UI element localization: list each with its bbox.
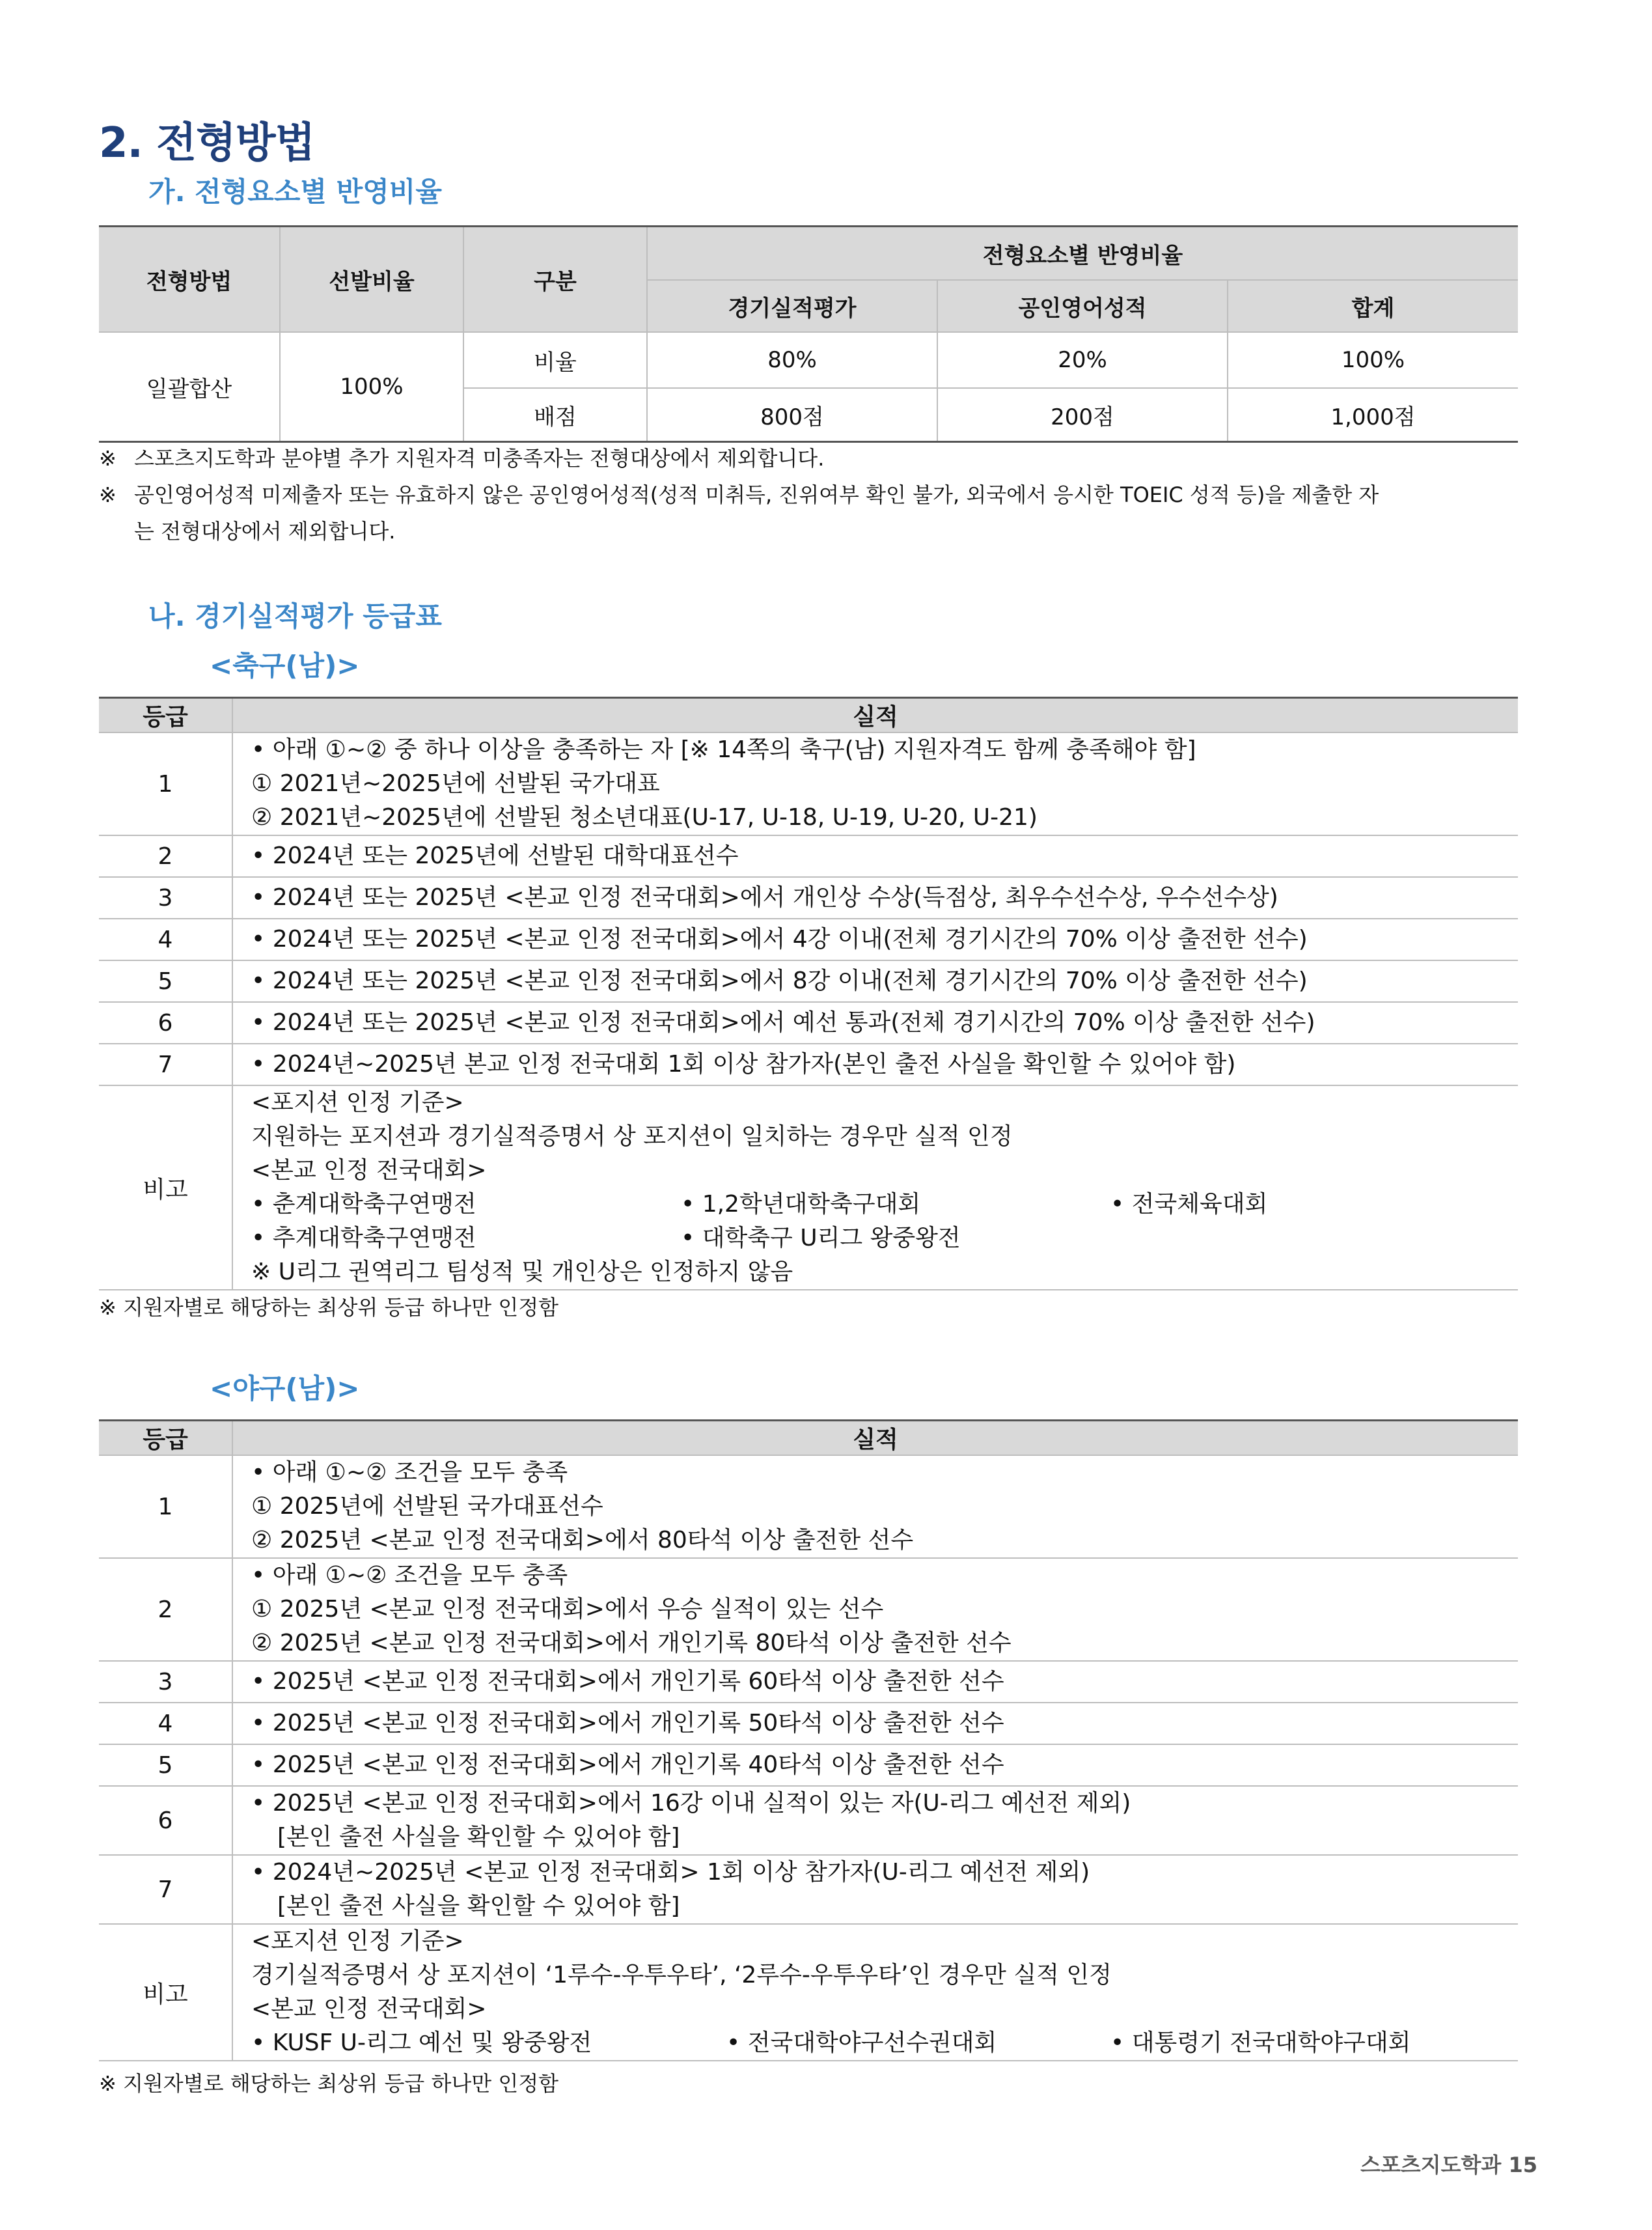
baseball-note: ※ 지원자별로 해당하는 최상위 등급 하나만 인정함	[99, 2071, 559, 2096]
table-row	[99, 1924, 1518, 2061]
table-row	[99, 1855, 1518, 1924]
page-footer: 스포츠지도학과 15	[1360, 2153, 1537, 2177]
table-row	[99, 1085, 1518, 1290]
table-row	[99, 919, 1518, 960]
subsection-title-b: 나. 경기실적평가 등급표	[148, 600, 442, 632]
table-row	[99, 1002, 1518, 1044]
grade-cell: 2	[99, 1558, 232, 1661]
record-cell: • 아래 ①~② 중 하나 이상을 충족하는 자 [※ 14쪽의 축구(남) 지원자격도 함께 충족해야 함] ① 2021년~2025년에 선발된 국가대표 ② 2021년~2025년에 선발된 청소년대표(U-17, U-18, U-19, U-20, U-21)	[232, 732, 1518, 835]
record-cell: • 2024년 또는 2025년 <본교 인정 전국대회>에서 예선 통과(전체 경기시간의 70% 이상 출전한 선수)	[232, 1002, 1518, 1044]
section-title: 2. 전형방법	[99, 119, 315, 167]
table-row	[99, 1703, 1518, 1744]
cell-perf: 80%	[647, 332, 937, 388]
ratio-table	[99, 225, 1518, 443]
table-row	[99, 1558, 1518, 1661]
cell-total: 100%	[1228, 332, 1518, 388]
header-grade: 등급	[99, 698, 232, 733]
table-row	[99, 960, 1518, 1002]
record-cell: • 2024년~2025년 본교 인정 전국대회 1회 이상 참가자(본인 출전 사실을 확인할 수 있어야 함)	[232, 1044, 1518, 1085]
grade-cell: 4	[99, 919, 232, 960]
header-selection: 선발비율	[280, 227, 463, 333]
cell-selection: 100%	[280, 332, 463, 442]
grade-cell: 6	[99, 1786, 232, 1855]
notes-a	[99, 440, 1518, 550]
cell-type: 배점	[463, 388, 647, 442]
cell-eng: 200점	[937, 388, 1228, 442]
table-row	[99, 1661, 1518, 1703]
grade-cell: 7	[99, 1044, 232, 1085]
record-cell: • 2025년 <본교 인정 전국대회>에서 개인기록 40타석 이상 출전한 선수	[232, 1744, 1518, 1786]
cell-perf: 800점	[647, 388, 937, 442]
grade-cell: 1	[99, 1455, 232, 1558]
table-row	[99, 1455, 1518, 1558]
cell-total: 1,000점	[1228, 388, 1518, 442]
grade-cell: 3	[99, 1661, 232, 1703]
baseball-grade-table	[99, 1419, 1518, 2061]
table-row	[99, 835, 1518, 877]
grade-cell: 4	[99, 1703, 232, 1744]
record-cell: • 2024년 또는 2025년 <본교 인정 전국대회>에서 4강 이내(전체 경기시간의 70% 이상 출전한 선수)	[232, 919, 1518, 960]
record-cell: • 2024년 또는 2025년 <본교 인정 전국대회>에서 8강 이내(전체 경기시간의 70% 이상 출전한 선수)	[232, 960, 1518, 1002]
record-cell: • 2024년 또는 2025년에 선발된 대학대표선수	[232, 835, 1518, 877]
grade-cell: 비고	[99, 1085, 232, 1290]
header-total: 합계	[1228, 280, 1518, 332]
table-row	[99, 1786, 1518, 1855]
table-row	[99, 732, 1518, 835]
grade-cell: 2	[99, 835, 232, 877]
record-cell: • 2024년 또는 2025년 <본교 인정 전국대회>에서 개인상 수상(득점상, 최우수선수상, 우수선수상)	[232, 877, 1518, 919]
grade-cell: 5	[99, 1744, 232, 1786]
grade-cell: 3	[99, 877, 232, 919]
header-perf: 경기실적평가	[647, 280, 937, 332]
baseball-title: <야구(남)>	[210, 1373, 360, 1404]
record-cell: • 2025년 <본교 인정 전국대회>에서 개인기록 50타석 이상 출전한 선수	[232, 1703, 1518, 1744]
grade-cell: 1	[99, 732, 232, 835]
record-cell: • 2024년~2025년 <본교 인정 전국대회> 1회 이상 참가자(U-리그 예선전 제외) [본인 출전 사실을 확인할 수 있어야 함]	[232, 1855, 1518, 1924]
table-row	[99, 877, 1518, 919]
subsection-title-a: 가. 전형요소별 반영비율	[148, 176, 442, 208]
header-record: 실적	[232, 698, 1518, 733]
header-record: 실적	[232, 1421, 1518, 1456]
table-row	[99, 1744, 1518, 1786]
grade-cell: 7	[99, 1855, 232, 1924]
record-cell: • 아래 ①~② 조건을 모두 충족 ① 2025년 <본교 인정 전국대회>에서 우승 실적이 있는 선수 ② 2025년 <본교 인정 전국대회>에서 개인기록 80타석 이상 출전한 선수	[232, 1558, 1518, 1661]
note-2-cont: 는 전형대상에서 제외합니다.	[134, 519, 396, 544]
grade-cell: 6	[99, 1002, 232, 1044]
cell-eng: 20%	[937, 332, 1228, 388]
record-cell: • 2025년 <본교 인정 전국대회>에서 개인기록 60타석 이상 출전한 선수	[232, 1661, 1518, 1703]
note-1: ※ 스포츠지도학과 분야별 추가 지원자격 미충족자는 전형대상에서 제외합니다.	[99, 446, 825, 471]
remarks-cell: <포지션 인정 기준> 경기실적증명서 상 포지션이 ‘1루수-우투우타’, ‘2루수-우투우타’인 경우만 실적 인정 <본교 인정 전국대회> • KUSF U-리그 예선 및 왕중왕전 • 전국대학야구선수권대회 • 대통령기 전국대학야구대회	[232, 1924, 1518, 2061]
remarks-cell: <포지션 인정 기준> 지원하는 포지션과 경기실적증명서 상 포지션이 일치하는 경우만 실적 인정 <본교 인정 전국대회> • 춘계대학축구연맹전 • 1,2학년대학축구대회 • 전국체육대회 • 추계대학축구연맹전 • 대학축구 U리그 왕중왕전 ※ U리그 권역리그 팀성적 및 개인상은 인정하지 않음	[232, 1085, 1518, 1290]
cell-type: 비율	[463, 332, 647, 388]
record-cell: • 아래 ①~② 조건을 모두 충족 ① 2025년에 선발된 국가대표선수 ② 2025년 <본교 인정 전국대회>에서 80타석 이상 출전한 선수	[232, 1455, 1518, 1558]
grade-cell: 비고	[99, 1924, 232, 2061]
header-type: 구분	[463, 227, 647, 333]
table-row	[99, 1044, 1518, 1085]
record-cell: • 2025년 <본교 인정 전국대회>에서 16강 이내 실적이 있는 자(U-리그 예선전 제외) [본인 출전 사실을 확인할 수 있어야 함]	[232, 1786, 1518, 1855]
cell-method: 일괄합산	[99, 332, 280, 442]
soccer-note: ※ 지원자별로 해당하는 최상위 등급 하나만 인정함	[99, 1295, 559, 1320]
soccer-title: <축구(남)>	[210, 650, 360, 682]
note-2: ※ 공인영어성적 미제출자 또는 유효하지 않은 공인영어성적(성적 미취득, 진위여부 확인 불가, 외국에서 응시한 TOEIC 성적 등)을 제출한 자	[99, 482, 1379, 507]
header-method: 전형방법	[99, 227, 280, 333]
header-grade: 등급	[99, 1421, 232, 1456]
grade-cell: 5	[99, 960, 232, 1002]
header-eng: 공인영어성적	[937, 280, 1228, 332]
header-group: 전형요소별 반영비율	[647, 227, 1518, 281]
soccer-grade-table	[99, 697, 1518, 1290]
